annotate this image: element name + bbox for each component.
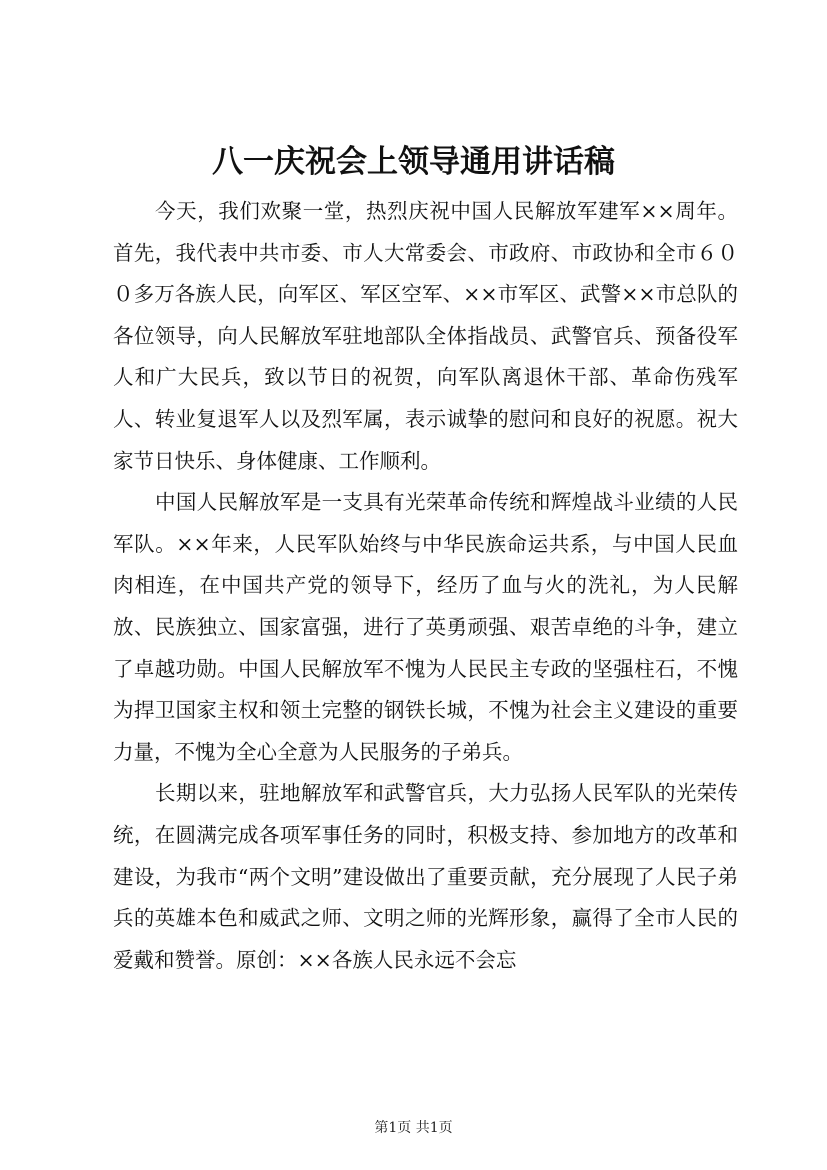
paragraph-3: 长期以来，驻地解放军和武警官兵，大力弘扬人民军队的光荣传统，在圆满完成各项军事任务的同时，积极支持、参加地方的改革和建设，为我市“两个文明”建设做出了重要贡献，充分展现了人民子弟兵的英雄本色和威武之师、文明之师的光辉形象，赢得了全市人民的爱戴和赞誉。原创：××各族人民永远不会忘 [113,781,738,972]
document-title: 八一庆祝会上领导通用讲话稿 [212,144,615,180]
paragraph-2: 中国人民解放军是一支具有光荣革命传统和辉煌战斗业绩的人民军队。××年来，人民军队始终与中华民族命运共系，与中国人民血肉相连，在中国共产党的领导下，经历了血与火的洗礼，为人民解放、民族独立、国家富强，进行了英勇顽强、艰苦卓绝的斗争，建立了卓越功勋。中国人民解放军不愧为人民民主专政的坚强柱石，不愧为捍卫国家主权和领土完整的钢铁长城，不愧为社会主义建设的重要力量，不愧为全心全意为人民服务的子弟兵。 [113,490,738,764]
page-footer: 第1页 共1页 [374,1120,453,1136]
paragraph-1: 今天，我们欢聚一堂，热烈庆祝中国人民解放军建军××周年。首先，我代表中共市委、市人大常委会、市政府、市政协和全市６００多万各族人民，向军区、军区空军、××市军区、武警××市总队的各位领导，向人民解放军驻地部队全体指战员、武警官兵、预备役军人和广大民兵，致以节日的祝贺，向军队离退休干部、革命伤残军人、转业复退军人以及烈军属，表示诚挚的慰问和良好的祝愿。祝大家节日快乐、身体健康、工作顺利。 [113,199,738,473]
document-body [113,191,738,981]
